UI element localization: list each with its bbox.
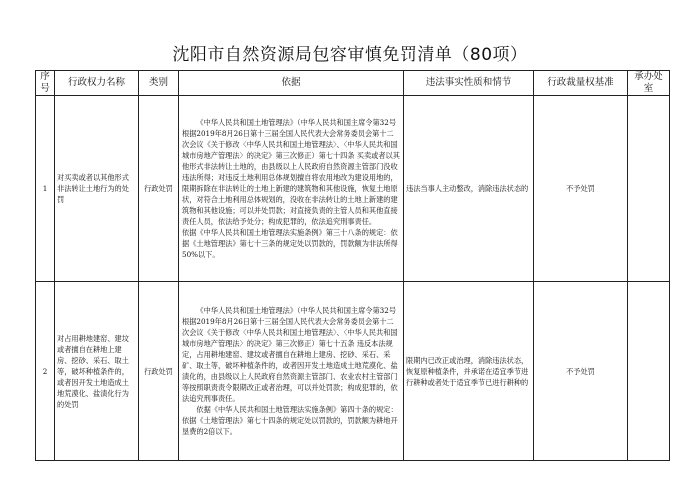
header-power-name: 行政权力名称	[55, 71, 139, 96]
basis-paragraph: 《中华人民共和国土地管理法》（中华人民共和国主席令第32号 根据2019年8月26日第十三届全国人民代表大会常务委员会第十二次会议《关于修改〈中华人民共和国土地管理法〉、〈中华人民共和国城市房地产管理法〉的决定》第三次修正）第七十四条 买卖或者以其他形式非法转让土地的，由县级以上人民政府自然资源主管部门没收违法所得；对违反土地利用总体规划擅自将农用地改为建设用地的，限期拆除在非法转让的土地上新建的建筑物和其他设施，恢复土地原状，对符合土地利用总体规划的，没收在非法转让的土地上新建的建筑物和其他设施；可以并处罚款；对直接负责的主管人员和其他直接责任人员，依法给予处分；构成犯罪的，依法追究刑事责任。	[182, 118, 400, 226]
basis-paragraph: 依据《中华人民共和国土地管理法实施条例》第三十八条的规定：依据《土地管理法》第七十三条的规定处以罚款的，罚款额为非法所得50%以下。	[182, 228, 398, 259]
header-dept: 承办处室	[628, 71, 670, 96]
cell-category: 行政处罚	[139, 96, 179, 282]
table-header-row	[36, 71, 670, 96]
cell-basis	[179, 282, 404, 461]
cell-basis	[179, 96, 404, 282]
basis-paragraph: 依据《中华人民共和国土地管理法实施条例》第四十条的规定：依据《土地管理法》第七十四条的规定处以罚款的，罚款额为耕地开垦费的2倍以下。	[182, 405, 398, 436]
cell-standard: 不予处罚	[534, 282, 628, 461]
cell-circumstance: 限期内已改正或治理，消除违法状态，恢复原种植条件，并承诺在适宜季节进行耕种或者处于适宜季节已进行耕种的	[404, 282, 534, 461]
cell-seq: 1	[36, 96, 55, 282]
table-row	[36, 96, 670, 282]
basis-paragraph: 《中华人民共和国土地管理法》（中华人民共和国主席令第32号 根据2019年8月26日第十三届全国人民代表大会常务委员会第十二次会议《关于修改〈中华人民共和国土地管理法〉、〈中华人民共和国城市房地产管理法〉的决定》第三次修正）第七十五条 违反本法规定，占用耕地建窑、建坟或者擅自在耕地上建房、挖砂、采石、采矿、取土等，破坏种植条件的，或者因开发土地造成土地荒漠化、盐渍化的，由县级以上人民政府自然资源主管部门、农业农村主管部门等按照职责责令限期改正或者治理，可以并处罚款；构成犯罪的，依法追究刑事责任。	[182, 306, 398, 403]
cell-dept	[628, 96, 670, 282]
penalty-exemption-table	[35, 70, 670, 461]
cell-standard: 不予处罚	[534, 96, 628, 282]
cell-power-name: 对买卖或者以其他形式非法转让土地行为的处罚	[55, 96, 139, 282]
header-seq: 序号	[36, 71, 55, 96]
cell-seq: 2	[36, 282, 55, 461]
cell-circumstance: 违法当事人主动整改，消除违法状态的	[404, 96, 534, 282]
header-basis: 依据	[179, 71, 404, 96]
table-row	[36, 282, 670, 461]
cell-dept	[628, 282, 670, 461]
cell-power-name: 对占用耕地建窑、建坟或者擅自在耕地上建房、挖砂、采石、取土等，破坏种植条件的，或者因开发土地造成土地荒漠化、盐渍化行为的处罚	[55, 282, 139, 461]
header-standard: 行政裁量权基准	[534, 71, 628, 96]
page-title: 沈阳市自然资源局包容审慎免罚清单（80项）	[172, 45, 528, 65]
cell-category: 行政处罚	[139, 282, 179, 461]
header-category: 类别	[139, 71, 179, 96]
header-circumstance: 违法事实性质和情节	[404, 71, 534, 96]
